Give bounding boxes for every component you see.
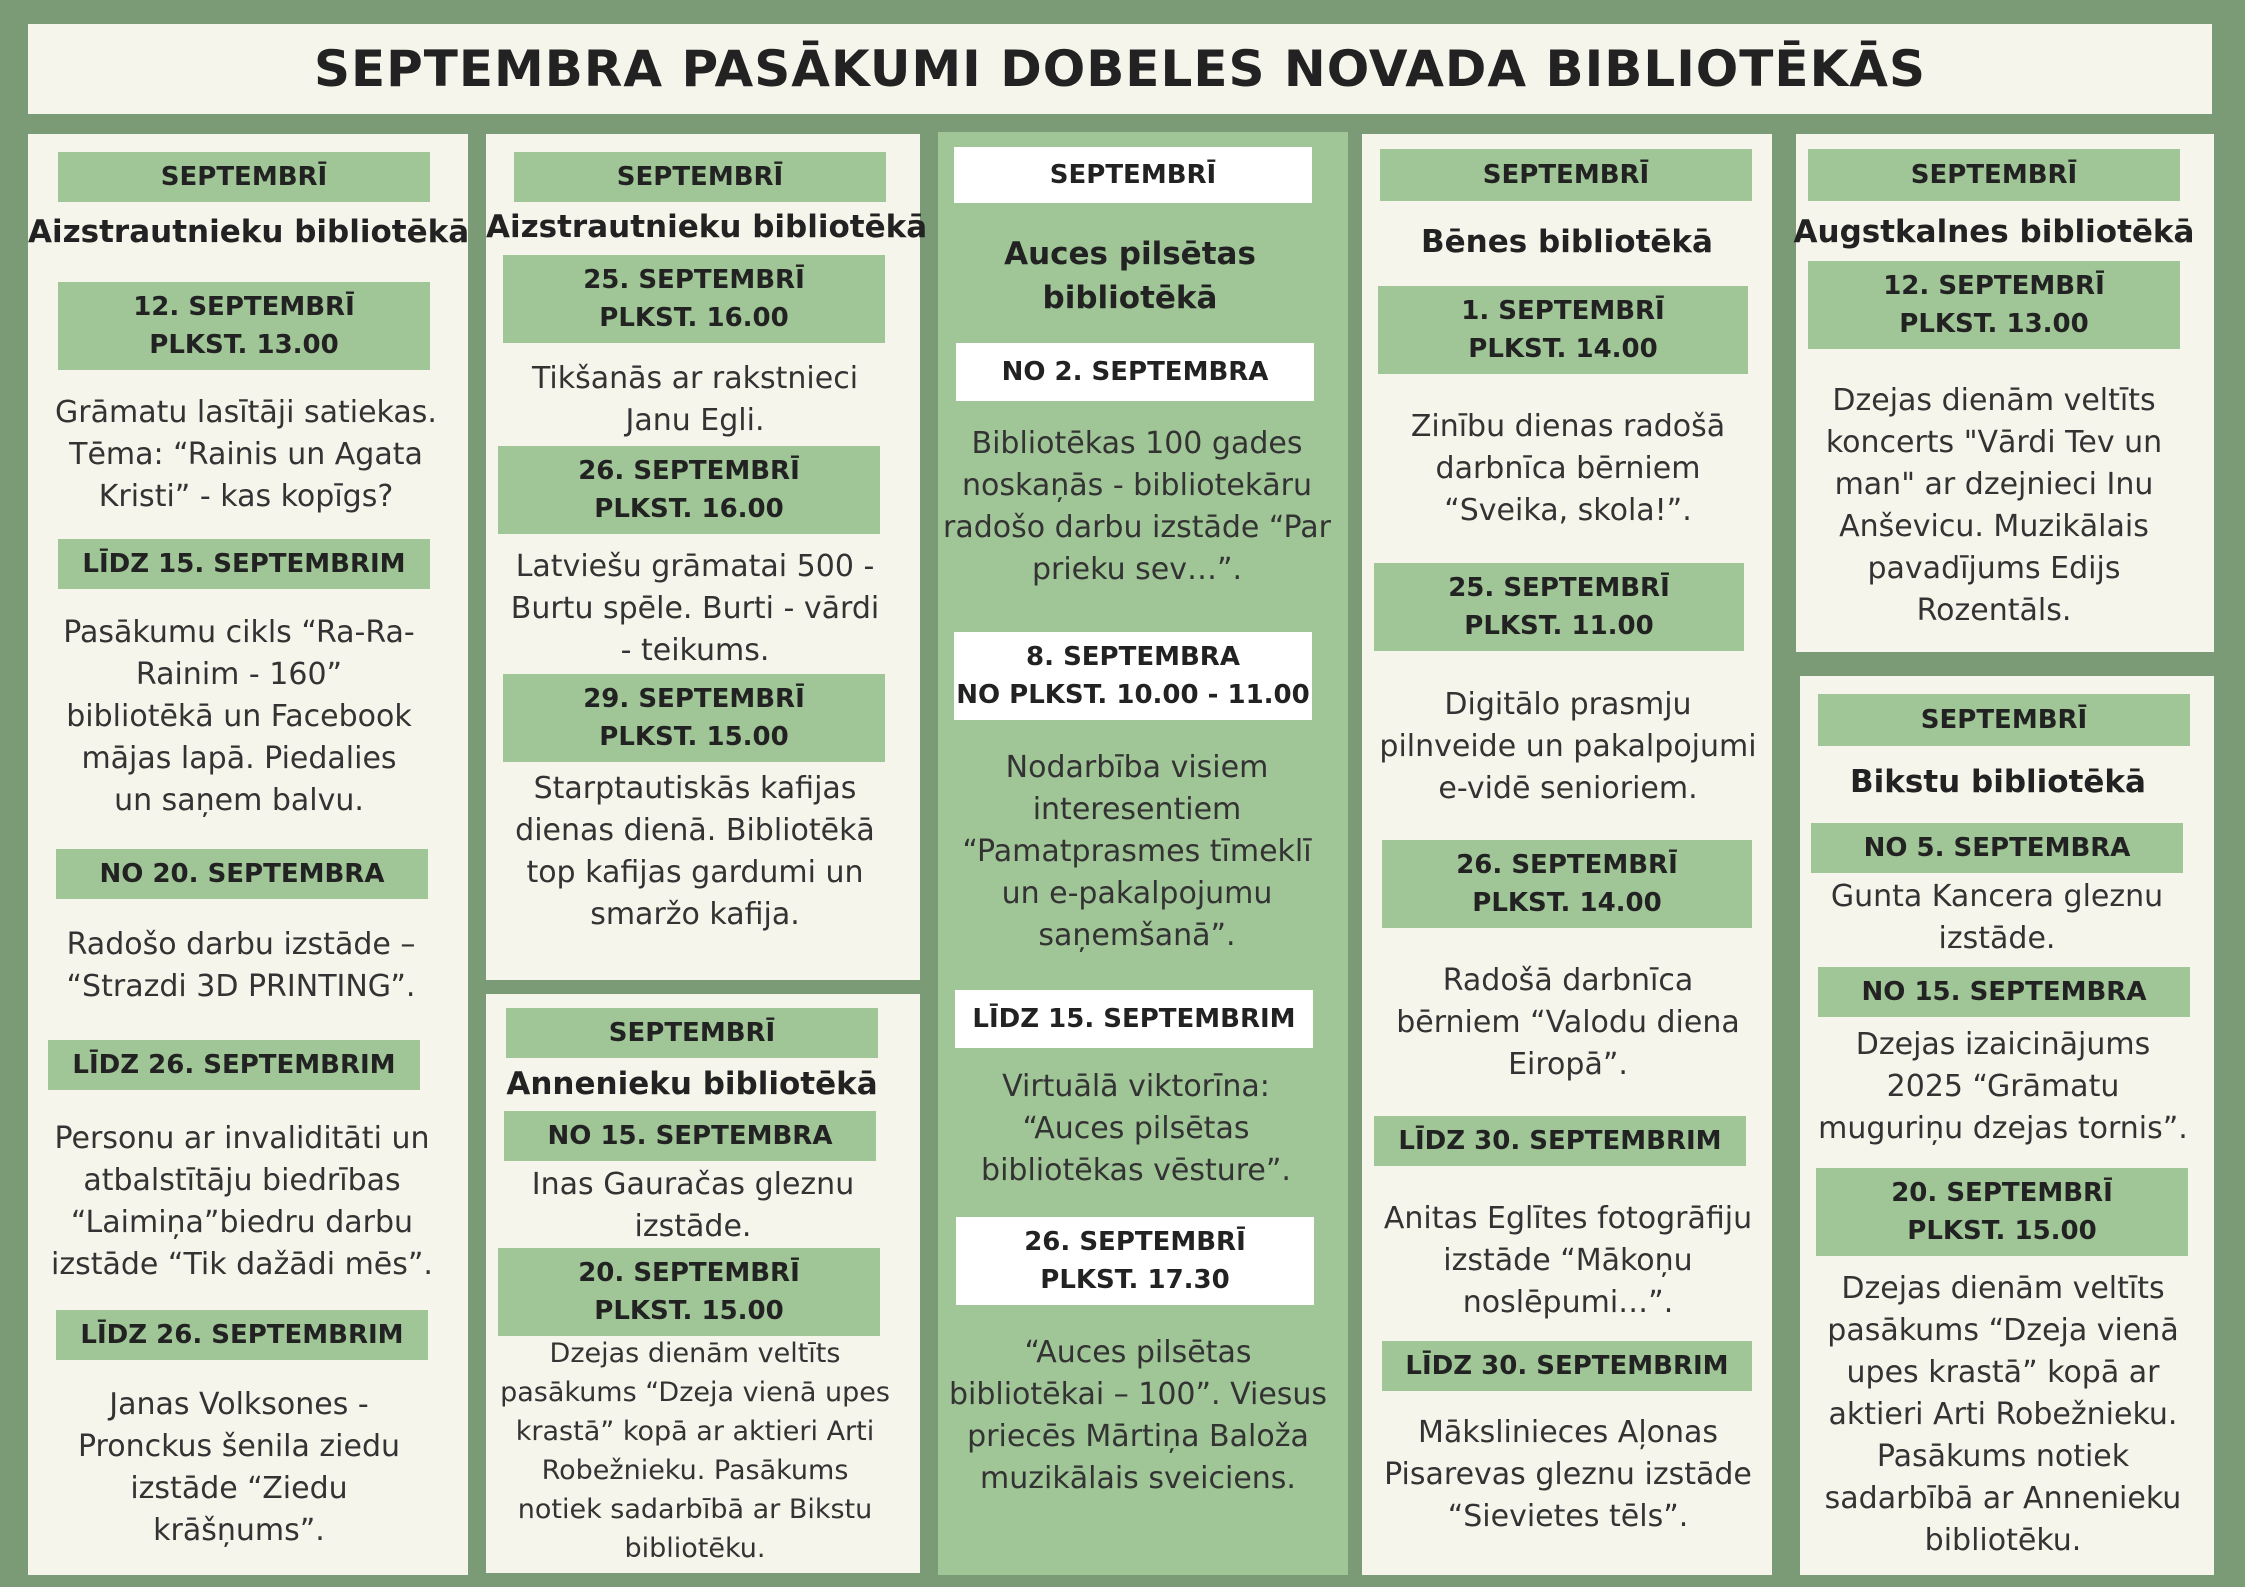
- event-text: Anitas Eglītes fotogrāfiju izstāde “Mākoņu noslēpumi…”.: [1383, 1201, 1753, 1320]
- event-date: LĪDZ 30. SEPTEMBRIM: [1382, 1341, 1752, 1391]
- month-tag: SEPTEMBRĪ: [1818, 694, 2190, 746]
- event-date: LĪDZ 15. SEPTEMBRIM: [955, 990, 1313, 1048]
- event-date: LĪDZ 30. SEPTEMBRIM: [1374, 1116, 1746, 1166]
- event-date: NO 15. SEPTEMBRA: [504, 1111, 876, 1161]
- event-date: 20. SEPTEMBRĪ PLKST. 15.00: [1816, 1168, 2188, 1256]
- event-text: Nodarbība visiem interesentiem “Pamatprasmes tīmeklī un e-pakalpojumu saņemšanā”.: [962, 750, 1312, 953]
- month-tag: SEPTEMBRĪ: [514, 152, 886, 202]
- event-date: 8. SEPTEMBRA NO PLKST. 10.00 - 11.00: [954, 632, 1312, 720]
- event-date: 12. SEPTEMBRĪ PLKST. 13.00: [58, 282, 430, 370]
- event-text: Latviešu grāmatai 500 - Burtu spēle. Burti - vārdi - teikums.: [510, 549, 880, 668]
- library-name: Annenieku bibliotēkā: [506, 1066, 878, 1102]
- event-date: 29. SEPTEMBRĪ PLKST. 15.00: [503, 674, 885, 762]
- event-text: Dzejas dienām veltīts pasākums “Dzeja vienā upes krastā” kopā ar aktieri Arti Robežnieku. Pasākums notiek sadarbībā ar Annenieku bibliotēku.: [1824, 1271, 2182, 1558]
- event-text: Starptautiskās kafijas dienas dienā. Bibliotēkā top kafijas gardumi un smaržo kafija.: [515, 771, 875, 932]
- event-text: Inas Gauračas gleznu izstāde.: [531, 1167, 855, 1244]
- event-date: NO 5. SEPTEMBRA: [1811, 823, 2183, 873]
- event-date: NO 15. SEPTEMBRA: [1818, 967, 2190, 1017]
- month-tag: SEPTEMBRĪ: [1808, 149, 2180, 201]
- title-bar: [28, 24, 2212, 114]
- event-text: Gunta Kancera gleznu izstāde.: [1830, 879, 2164, 956]
- event-text: Pasākumu cikls “Ra-Ra-Rainim - 160” bibliotēkā un Facebook mājas lapā. Piedalies un saņem balvu.: [63, 615, 415, 818]
- library-name: Auces pilsētas bibliotēkā: [1004, 236, 1256, 316]
- event-text: “Auces pilsētas bibliotēkai – 100”. Viesus priecēs Mārtiņa Baloža muzikālais sveiciens.: [948, 1335, 1328, 1496]
- event-text: Tikšanās ar rakstnieci Janu Egli.: [531, 361, 859, 438]
- event-text: Radošo darbu izstāde – “Strazdi 3D PRINTING”.: [66, 927, 416, 1004]
- event-text: Digitālo prasmju pilnveide un pakalpojumi e-vidē senioriem.: [1379, 687, 1757, 806]
- event-date: NO 2. SEPTEMBRA: [956, 343, 1314, 401]
- event-text: Zinību dienas radošā darbnīca bērniem “Sveika, skola!”.: [1410, 409, 1726, 528]
- event-text: Virtuālā viktorīna: “Auces pilsētas bibliotēkas vēsture”.: [981, 1069, 1291, 1188]
- event-text: Janas Volksones - Pronckus šenila ziedu izstāde “Ziedu krāšņums”.: [77, 1387, 401, 1548]
- event-text: Dzejas dienām veltīts koncerts "Vārdi Tev un man" ar dzejnieci Inu Anševicu. Muzikālais pavadījums Edijs Rozentāls.: [1825, 383, 2163, 628]
- event-date: 12. SEPTEMBRĪ PLKST. 13.00: [1808, 261, 2180, 349]
- event-date: 1. SEPTEMBRĪ PLKST. 14.00: [1378, 286, 1748, 374]
- event-date: 25. SEPTEMBRĪ PLKST. 16.00: [503, 255, 885, 343]
- event-date: LĪDZ 26. SEPTEMBRIM: [48, 1040, 420, 1090]
- event-date: 26. SEPTEMBRĪ PLKST. 17.30: [956, 1217, 1314, 1305]
- event-date: 20. SEPTEMBRĪ PLKST. 15.00: [498, 1248, 880, 1336]
- event-text: Grāmatu lasītāji satiekas. Tēma: “Rainis un Agata Kristi” - kas kopīgs?: [55, 395, 437, 514]
- event-text: Dzejas izaicinājums 2025 “Grāmatu muguriņu dzejas tornis”.: [1818, 1027, 2188, 1146]
- event-text: Bibliotēkas 100 gades noskaņās - bibliotekāru radošo darbu izstāde “Par prieku sev…”.: [943, 426, 1331, 587]
- month-tag: SEPTEMBRĪ: [506, 1008, 878, 1058]
- event-date: LĪDZ 26. SEPTEMBRIM: [56, 1310, 428, 1360]
- library-name: Aizstrautnieku bibliotēkā: [28, 214, 470, 250]
- event-text: Personu ar invaliditāti un atbalstītāju biedrības “Laimiņa”biedru darbu izstāde “Tik dažādi mēs”.: [51, 1121, 433, 1282]
- event-text: Dzejas dienām veltīts pasākums “Dzeja vienā upes krastā” kopā ar aktieri Arti Robežnieku. Pasākums notiek sadarbībā ar Bikstu bibliotēku.: [500, 1338, 890, 1564]
- month-tag: SEPTEMBRĪ: [954, 147, 1312, 203]
- library-name: Bēnes bibliotēkā: [1421, 224, 1713, 260]
- month-tag: SEPTEMBRĪ: [1380, 149, 1752, 201]
- event-text: Radošā darbnīca bērniem “Valodu diena Eiropā”.: [1396, 963, 1740, 1082]
- event-text: Mākslinieces Aļonas Pisarevas gleznu izstāde “Sievietes tēls”.: [1384, 1415, 1752, 1534]
- library-name: Bikstu bibliotēkā: [1850, 764, 2146, 800]
- event-date: LĪDZ 15. SEPTEMBRIM: [58, 539, 430, 589]
- event-date: 25. SEPTEMBRĪ PLKST. 11.00: [1374, 563, 1744, 651]
- page-title: SEPTEMBRA PASĀKUMI DOBELES NOVADA BIBLIOTĒKĀS: [313, 40, 1927, 98]
- event-date: 26. SEPTEMBRĪ PLKST. 14.00: [1382, 840, 1752, 928]
- month-tag: SEPTEMBRĪ: [58, 152, 430, 202]
- library-name: Augstkalnes bibliotēkā: [1793, 214, 2195, 250]
- event-date: NO 20. SEPTEMBRA: [56, 849, 428, 899]
- library-name: Aizstrautnieku bibliotēkā: [486, 209, 928, 245]
- event-date: 26. SEPTEMBRĪ PLKST. 16.00: [498, 446, 880, 534]
